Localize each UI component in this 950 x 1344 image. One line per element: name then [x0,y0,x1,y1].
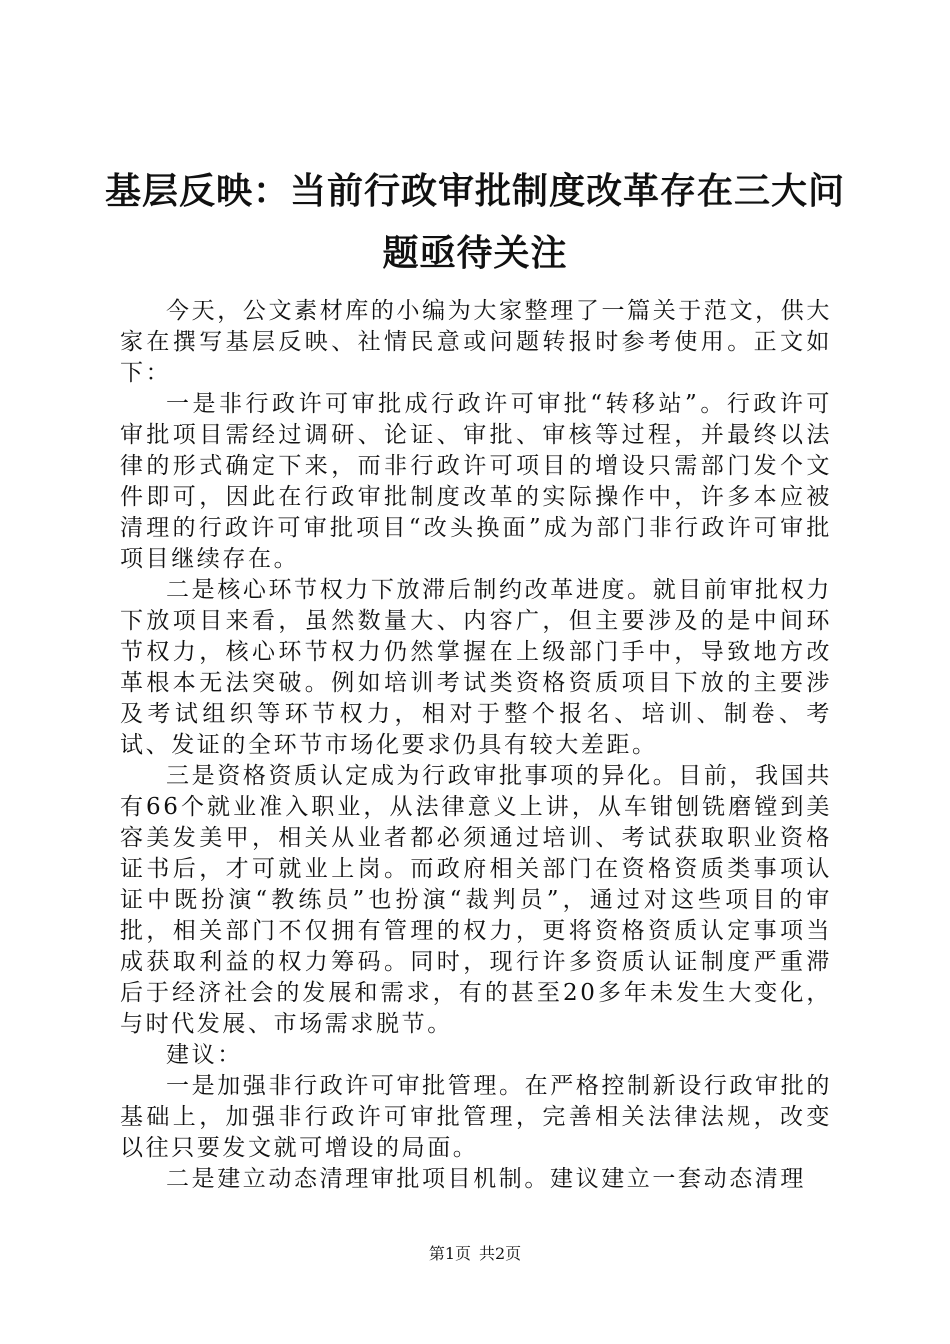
paragraph-suggestion-heading: 建议： [166,1042,243,1068]
paragraph-intro: 今天，公文素材库的小编为大家整理了一篇关于范文，供大家在撰写基层反映、社情民意或问题转报时参考使用。正文如下： [120,298,832,386]
paragraph-problem-3: 三是资格资质认定成为行政审批事项的异化。目前，我国共有66个就业准入职业，从法律意义上讲，从车钳刨铣磨镗到美容美发美甲，相关从业者都必须通过培训、考试获取职业资格证书后，才可就业上岗。而政府相关部门在资格资质类事项认证中既扮演“教练员”也扮演“裁判员”，通过对这些项目的审批，相关部门不仅拥有管理的权力，更将资格资质认定事项当成获取利益的权力筹码。同时，现行许多资质认证制度严重滞后于经济社会的发展和需求，有的甚至20多年未发生大变化，与时代发展、市场需求脱节。 [120,763,832,1037]
paragraph-problem-1: 一是非行政许可审批成行政许可审批“转移站”。行政许可审批项目需经过调研、论证、审批、审核等过程，并最终以法律的形式确定下来，而非行政许可项目的增设只需部门发个文件即可，因此在行政审批制度改革的实际操作中，许多本应被清理的行政许可审批项目“改头换面”成为部门非行政许可审批项目继续存在。 [120,391,832,572]
paragraph-suggestion-1: 一是加强非行政许可审批管理。在严格控制新设行政审批的基础上，加强非行政许可审批管理，完善相关法律法规，改变以往只要发文就可增设的局面。 [120,1073,832,1161]
page-total: 共2页 [479,1244,522,1263]
document-body [120,296,832,1195]
page-number: 第1页 [428,1244,471,1263]
paragraph-problem-2: 二是核心环节权力下放滞后制约改革进度。就目前审批权力下放项目来看，虽然数量大、内容广，但主要涉及的是中间环节权力，核心环节权力仍然掌握在上级部门手中，导致地方改革根本无法突破。例如培训考试类资格资质项目下放的主要涉及考试组织等环节权力，相对于整个报名、培训、制卷、考试、发证的全环节市场化要求仍具有较大差距。 [120,577,832,758]
page-title: 基层反映：当前行政审批制度改革存在三大问题亟待关注 [104,170,845,274]
page-footer [0,1244,950,1264]
paragraph-suggestion-2: 二是建立动态清理审批项目机制。建议建立一套动态清理 [166,1166,806,1192]
